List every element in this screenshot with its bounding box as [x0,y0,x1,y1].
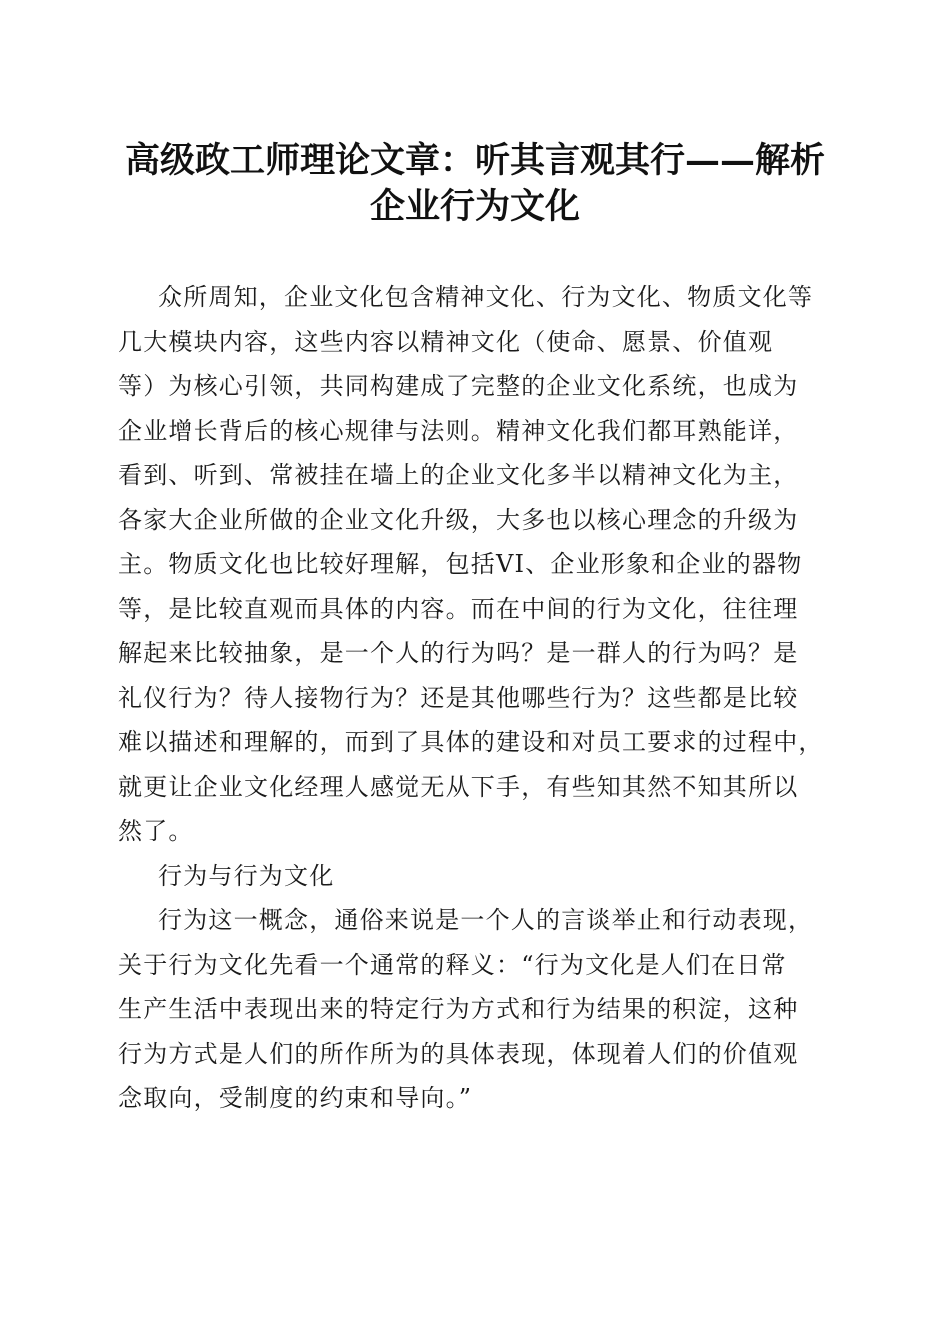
text-line: 等）为核心引领，共同构建成了完整的企业文化系统，也成为 [118,372,799,400]
text-line: 看到、听到、常被挂在墙上的企业文化多半以精神文化为主， [118,461,799,489]
section-heading [118,854,838,899]
paragraph-definition [118,898,838,1121]
title-line: 企业行为文化 [369,186,580,227]
text-line: 企业增长背后的核心规律与法则。精神文化我们都耳熟能详， [118,416,799,445]
text-line: 各家大企业所做的企业文化升级，大多也以核心理念的升级为 [118,505,799,534]
text-line: 生产生活中表现出来的特定行为方式和行为结果的积淀，这种 [118,995,799,1023]
text-line: 众所周知，企业文化包含精神文化、行为文化、物质文化等 [158,283,814,311]
text-line: 解起来比较抽象，是一个人的行为吗？是一群人的行为吗？是 [118,639,799,667]
text-line: 难以描述和理解的，而到了具体的建设和对员工要求的过程中， [118,728,824,756]
text-line: 就更让企业文化经理人感觉无从下手，有些知其然不知其所以 [118,772,799,801]
text-line: 然了。 [118,817,194,845]
document-title [110,138,840,230]
paragraph-intro [118,275,838,854]
text-line: 主。物质文化也比较好理解，包括VI、企业形象和企业的器物 [118,550,803,578]
text-line: 行为方式是人们的所作所为的具体表现，体现着人们的价值观 [118,1039,799,1068]
text-line: 念取向，受制度的约束和导向。” [118,1084,473,1112]
title-line: 高级政工师理论文章：听其言观其行——解析 [124,140,825,181]
text-line: 关于行为文化先看一个通常的释义：“行为文化是人们在日常 [118,950,787,979]
text-line: 等，是比较直观而具体的内容。而在中间的行为文化，往往理 [118,594,799,623]
text-line: 行为这一概念，通俗来说是一个人的言谈举止和行动表现， [158,906,814,934]
text-line: 几大模块内容，这些内容以精神文化（使命、愿景、价值观 [118,327,774,356]
document-body [118,275,838,1121]
text-line: 礼仪行为？待人接物行为？还是其他哪些行为？这些都是比较 [118,683,799,712]
heading-line: 行为与行为文化 [158,861,335,890]
